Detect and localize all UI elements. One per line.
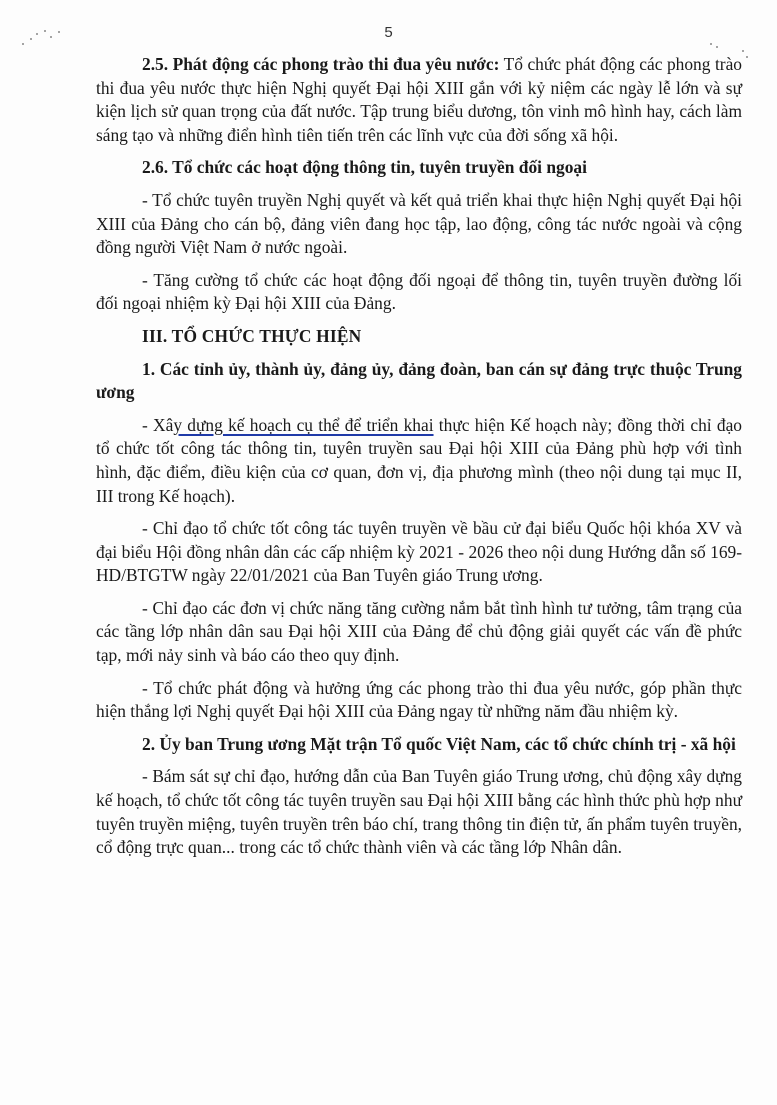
paragraph-text: - Tổ chức phát động và hưởng ứng các phong trào thi đua yêu nước, góp phần thực hiện thắng lợi Nghị quyết Đại hội XIII của Đảng ngay từ những năm đầu nhiệm kỳ. — [96, 677, 742, 722]
section-heading-III: III. TỔ CHỨC THỰC HIỆN — [142, 325, 362, 346]
paragraph-text: - Xâ — [142, 414, 174, 435]
paragraph-2-5 — [96, 53, 742, 147]
paragraph-text: Tổ chức phát động các phong trào thi đua yêu nước thực hiện Nghị quyết Đại hội XIII gắn với kỷ niệm các ngày lễ lớn và sự kiện lịch sử quan trọng của đất nước. Tập trung biểu dương, tôn vinh mô hình hay, cách làm sáng tạo và những điển hình tiên tiến trên các lĩnh vực của đời sống xã hội. — [96, 54, 743, 145]
paragraph-text: - Bám sát sự chỉ đạo, hướng dẫn của Ban Tuyên giáo Trung ương, chủ động xây dựng kế hoạch, tổ chức tốt công tác tuyên truyền sau Đại hội XIII bằng các hình thức phù hợp như tuyên truyền miệng, tuyên truyền trên báo chí, trang thông tin điện tử, ấn phẩm tuyên truyền, cổ động trực quan... trong các tổ chức thành viên và các tầng lớp Nhân dân. — [96, 766, 742, 858]
scan-speck — [22, 43, 24, 45]
paragraph-text: - Chỉ đạo tổ chức tốt công tác tuyên truyền về bầu cử đại biểu Quốc hội khóa XV và đại biểu Hội đồng nhân dân các cấp nhiệm kỳ 2021 - 2026 theo nội dung Hướng dẫn số 169-HD/BTGTW ngày 22/01/2021 của Ban Tuyên giáo Trung ương. — [96, 518, 742, 586]
page-number: 5 — [384, 24, 393, 41]
paragraph-underlined — [96, 414, 742, 508]
section-heading-2-6: 2.6. Tổ chức các hoạt động thông tin, tuyên truyền đối ngoại — [142, 157, 587, 178]
section-heading-2-5: 2.5. Phát động các phong trào thi đua yêu nước: — [142, 54, 500, 74]
paragraph-text: - Tổ chức tuyên truyền Nghị quyết và kết quả triển khai thực hiện Nghị quyết Đại hội XIII của Đảng cho cán bộ, đảng viên đang học tập, lao động, công tác nước ngoài và cộng đồng người Việt Nam ở nước ngoài. — [96, 189, 742, 258]
scan-speck — [716, 46, 718, 48]
paragraph-text: - Chỉ đạo các đơn vị chức năng tăng cường nắm bắt tình hình tư tưởng, tâm trạng của các tầng lớp nhân dân sau Đại hội XIII của Đảng để chủ động giải quyết các vấn đề phức tạp, mới nảy sinh và báo cáo theo quy định. — [96, 597, 742, 666]
scan-speck — [742, 50, 744, 52]
subsection-heading-2: 2. Ủy ban Trung ương Mặt trận Tổ quốc Việt Nam, các tổ chức chính trị - xã hội — [142, 733, 736, 754]
subsection-heading-1: 1. Các tỉnh ủy, thành ủy, đảng ủy, đảng đoàn, ban cán sự đảng trực thuộc Trung ương — [96, 358, 742, 403]
paragraph-text: - Tăng cường tổ chức các hoạt động đối ngoại để thông tin, tuyên truyền đường lối đối ngoại nhiệm kỳ Đại hội XIII của Đảng. — [96, 269, 742, 314]
scan-speck — [746, 56, 748, 58]
pen-underlined-text: y dựng kế hoạch cụ thể để triển khai — [173, 414, 434, 435]
paragraph-text: thực hiện Kế hoạch này; đồng thời chỉ đạo tổ chức tốt công tác thông tin, tuyên truyền sau Đại hội XIII của Đảng phù hợp với tình hình, đặc điểm, điều kiện của cơ quan, đơn vị, địa phương mình (theo nội dung tại mục II, III trong Kế hoạch). — [96, 414, 742, 506]
scan-speck — [710, 43, 712, 45]
document-body — [96, 53, 742, 869]
